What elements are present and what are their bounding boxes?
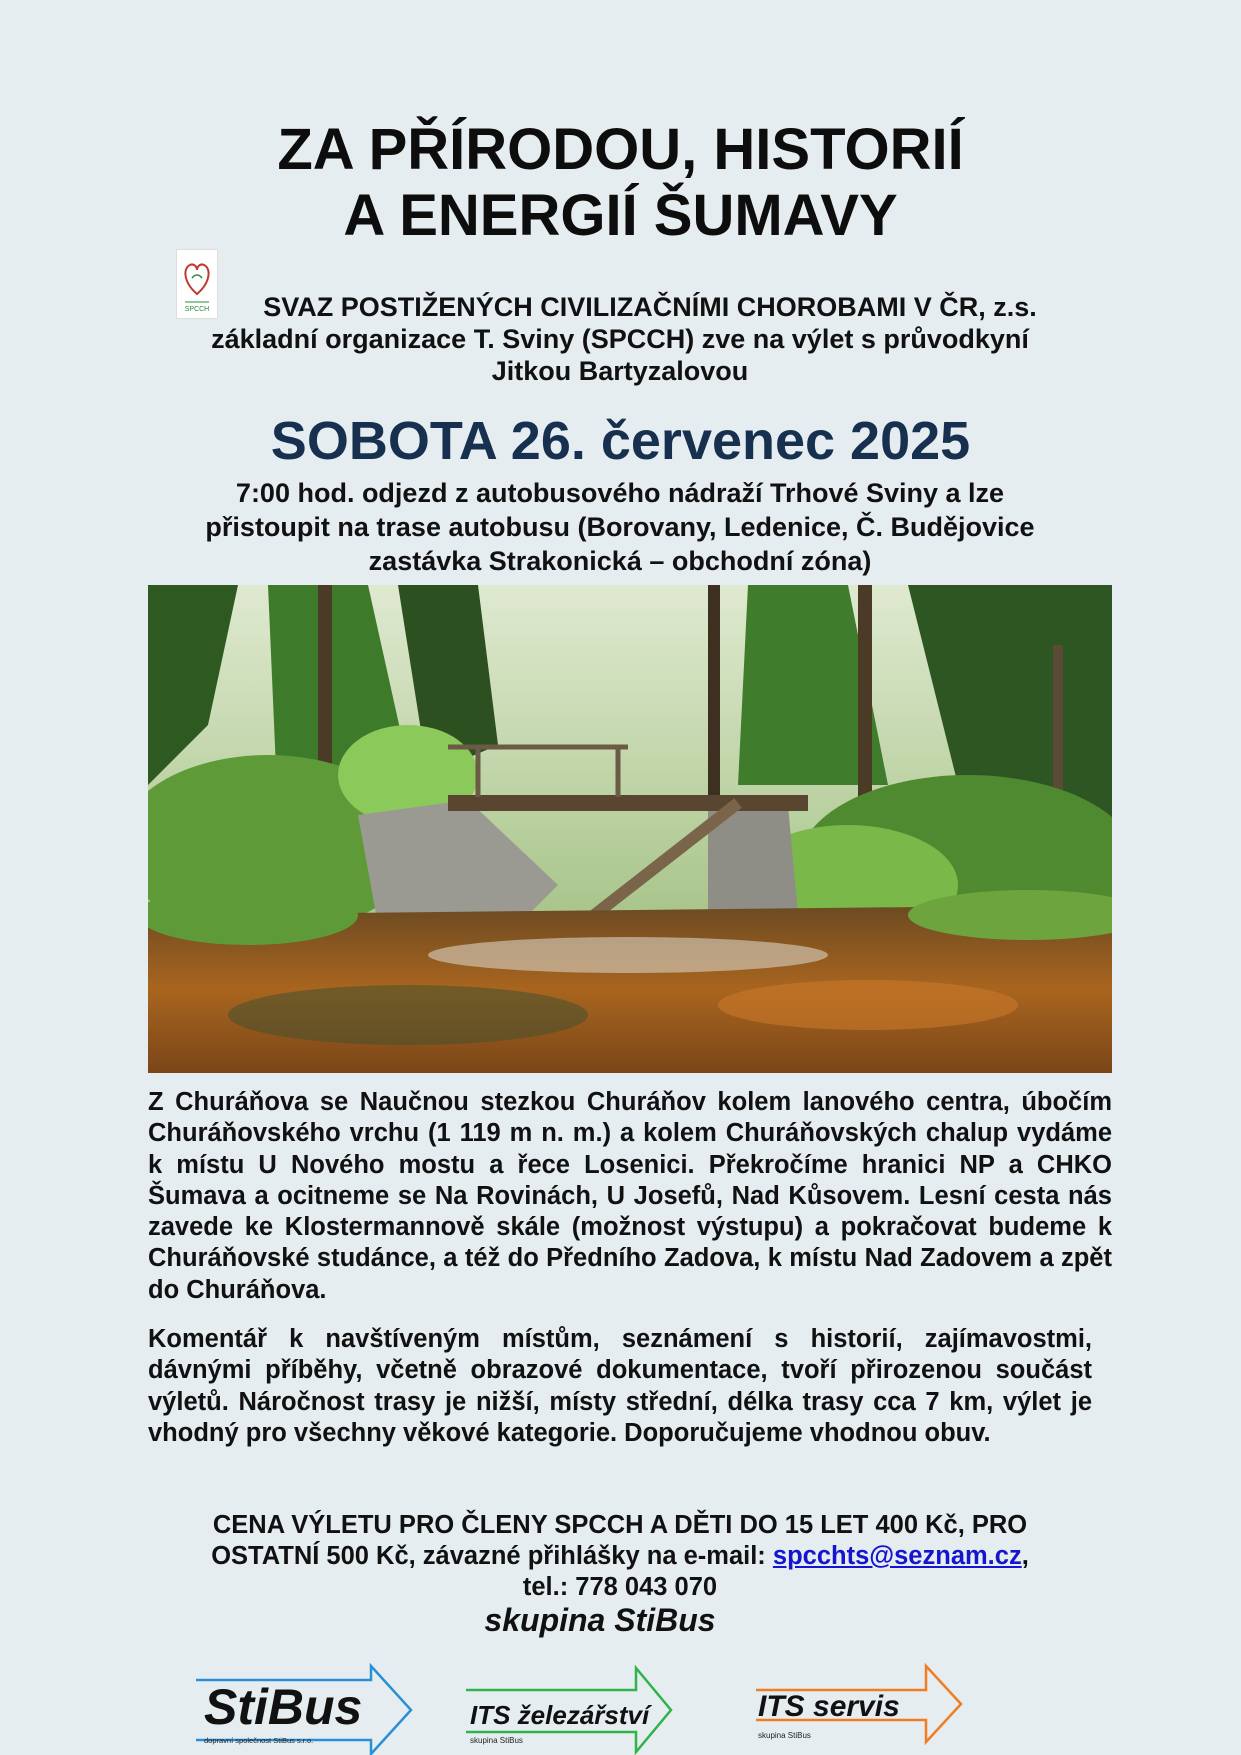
poster-title xyxy=(0,117,1241,249)
phone-number: tel.: 778 043 070 xyxy=(522,1573,718,1601)
stibus-name: StiBus xyxy=(204,1679,363,1735)
departure-line-2: přistoupit na trase autobusu (Borovany, Ledenice, Č. Budějovice xyxy=(205,512,1035,542)
title-line-2: A ENERGIÍ ŠUMAVY xyxy=(343,183,898,248)
organization-name: SVAZ POSTIŽENÝCH CIVILIZAČNÍMI CHOROBAMI V ČR, z.s. xyxy=(263,292,1037,322)
departure-info xyxy=(120,476,1120,578)
guide-name: Jitkou Bartyzalovou xyxy=(491,356,749,386)
price-line-2-text: OSTATNÍ 500 Kč, závazné přihlášky na e-mail: xyxy=(211,1542,773,1570)
price-line-1: CENA VÝLETU PRO ČLENY SPCCH A DĚTI DO 15 LET 400 Kč, PRO xyxy=(212,1511,1028,1539)
logo-text: SPCCH xyxy=(184,306,210,313)
its-servis-subtitle: skupina StiBus xyxy=(758,1731,811,1740)
invitation-line: základní organizace T. Sviny (SPCCH) zve na výlet s průvodkyní xyxy=(211,324,1029,354)
departure-line-1: 7:00 hod. odjezd z autobusového nádraží Trhové Sviny a lze xyxy=(235,478,1005,508)
route-description: Z Churáňova se Naučnou stezkou Churáňov kolem lanového centra, úbočím Churáňovského vrchu (1 119 m n. m.) a kolem Churáňovských chalup vydáme k místu U Nového mostu a řece Losenici. Překročíme hranici NP a CHKO Šumava a ocitneme se Na Rovinách, U Josefů, Nad Kůsovem. Lesní cesta nás zavede ke Klostermannově skále (možnost výstupu) a pokračovat budeme k Churáňovské studánce, a též do Předního Zadova, k místu Nad Zadovem a zpět do Churáňova. xyxy=(148,1088,1112,1304)
price-info xyxy=(150,1510,1090,1603)
its-zelezarstvi-name: ITS železářství xyxy=(470,1700,650,1730)
price-line-2-suffix: , xyxy=(1021,1542,1029,1570)
title-line-1: ZA PŘÍRODOU, HISTORIÍ xyxy=(277,117,964,182)
its-zelezarstvi-logo xyxy=(466,1668,671,1752)
its-servis-name: ITS servis xyxy=(758,1690,900,1723)
event-date: SOBOTA 26. červenec 2025 xyxy=(270,411,971,471)
intro-text xyxy=(150,291,1090,387)
trip-notes: Komentář k navštíveným místům, seznámení s historií, zajímavostmi, dávnými příběhy, včetně obrazové dokumentace, tvoří přirozenou součást výletů. Náročnost trasy je nižší, místy střední, délka trasy cca 7 km, výlet je vhodný pro všechny věkové kategorie. Doporučujeme vhodnou obuv. xyxy=(148,1325,1092,1447)
stibus-logo xyxy=(196,1666,411,1754)
email-link[interactable]: spcchts@seznam.cz xyxy=(772,1542,1022,1570)
price-line-2 xyxy=(150,1541,1090,1572)
its-zelezarstvi-subtitle: skupina StiBus xyxy=(470,1736,523,1745)
stibus-subtitle: dopravní společnost StiBus s.r.o. xyxy=(204,1736,314,1745)
partner-logos xyxy=(196,1660,1026,1755)
its-servis-logo xyxy=(756,1666,961,1742)
forest-bridge-photo xyxy=(148,585,1112,1073)
group-label: skupina StiBus xyxy=(484,1602,716,1638)
departure-line-3: zastávka Strakonická – obchodní zóna) xyxy=(368,546,872,576)
heart-icon xyxy=(185,264,208,294)
